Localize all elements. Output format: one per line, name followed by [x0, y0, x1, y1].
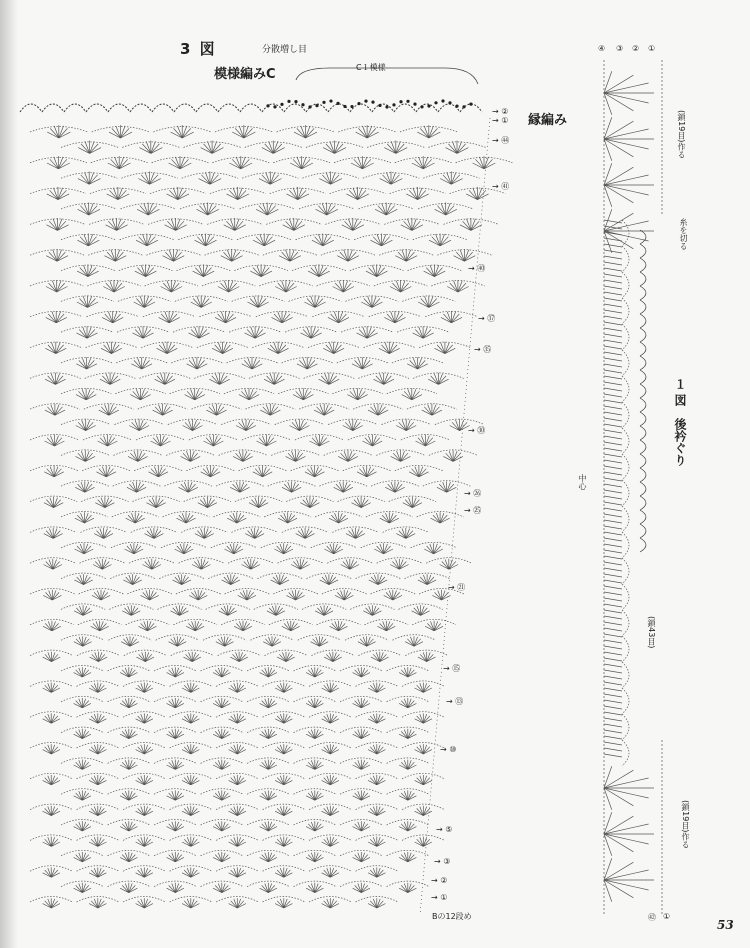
- collar-top-marker: ④: [598, 44, 606, 53]
- figure3-title: 3 図: [180, 40, 217, 58]
- collar-top-marker: ②: [632, 44, 640, 53]
- c1-pattern-label: C１模様: [356, 63, 386, 72]
- collar-top-marker: ①: [648, 44, 656, 53]
- chain-43-note: (鎖43目): [647, 616, 656, 649]
- row-marker: → ①: [431, 893, 448, 902]
- cut-yarn-note: 糸を切る: [679, 218, 688, 250]
- row-marker: → ㉕: [464, 506, 482, 515]
- make-chain-top-note: (鎖19目)作る: [677, 110, 686, 159]
- figure3-stitch-chart: [30, 118, 512, 915]
- row-marker: → ㉖: [464, 489, 482, 498]
- row-marker: → ⑬: [446, 697, 464, 706]
- make-chain-bottom-note: (鎖19目)作る: [681, 800, 690, 849]
- figure1-title: １ 図 後衿ぐり: [673, 378, 687, 467]
- row-marker: → ⑤: [436, 825, 453, 834]
- row-marker: → ㉑: [448, 583, 466, 592]
- row-marker: → ㊲: [478, 314, 496, 323]
- pattern-c-label: 模様編みC: [214, 67, 276, 82]
- collar-top-marker: ③: [616, 44, 624, 53]
- center-note: 中心: [578, 474, 587, 490]
- row-marker: → ㊶: [492, 182, 510, 191]
- row-marker: → ㉚: [468, 426, 486, 435]
- page-number: 53: [717, 918, 734, 932]
- figure3-increase-note: 分散増し目: [262, 45, 308, 55]
- row-marker: → ⑩: [440, 745, 457, 754]
- row-marker: → ②: [492, 107, 509, 116]
- row-marker: → ②: [431, 876, 448, 885]
- row-marker: → ⑮: [443, 664, 461, 673]
- collar-bottom-marker: ①: [663, 912, 671, 921]
- row-marker: → ㉟: [474, 345, 492, 354]
- start-row-note: Bの12段め: [432, 912, 472, 921]
- row-marker: → ㊹: [492, 136, 510, 145]
- edging-label: 縁編み: [528, 113, 568, 128]
- figure1-collar-chart: [604, 60, 662, 915]
- row-marker: → ㊵: [468, 264, 486, 273]
- c1-bracket: [296, 68, 478, 84]
- row-marker: → ③: [434, 857, 451, 866]
- collar-bottom-marker: ㊷: [648, 913, 656, 922]
- row-marker: → ①: [492, 116, 509, 125]
- figure3-edging: [20, 99, 482, 112]
